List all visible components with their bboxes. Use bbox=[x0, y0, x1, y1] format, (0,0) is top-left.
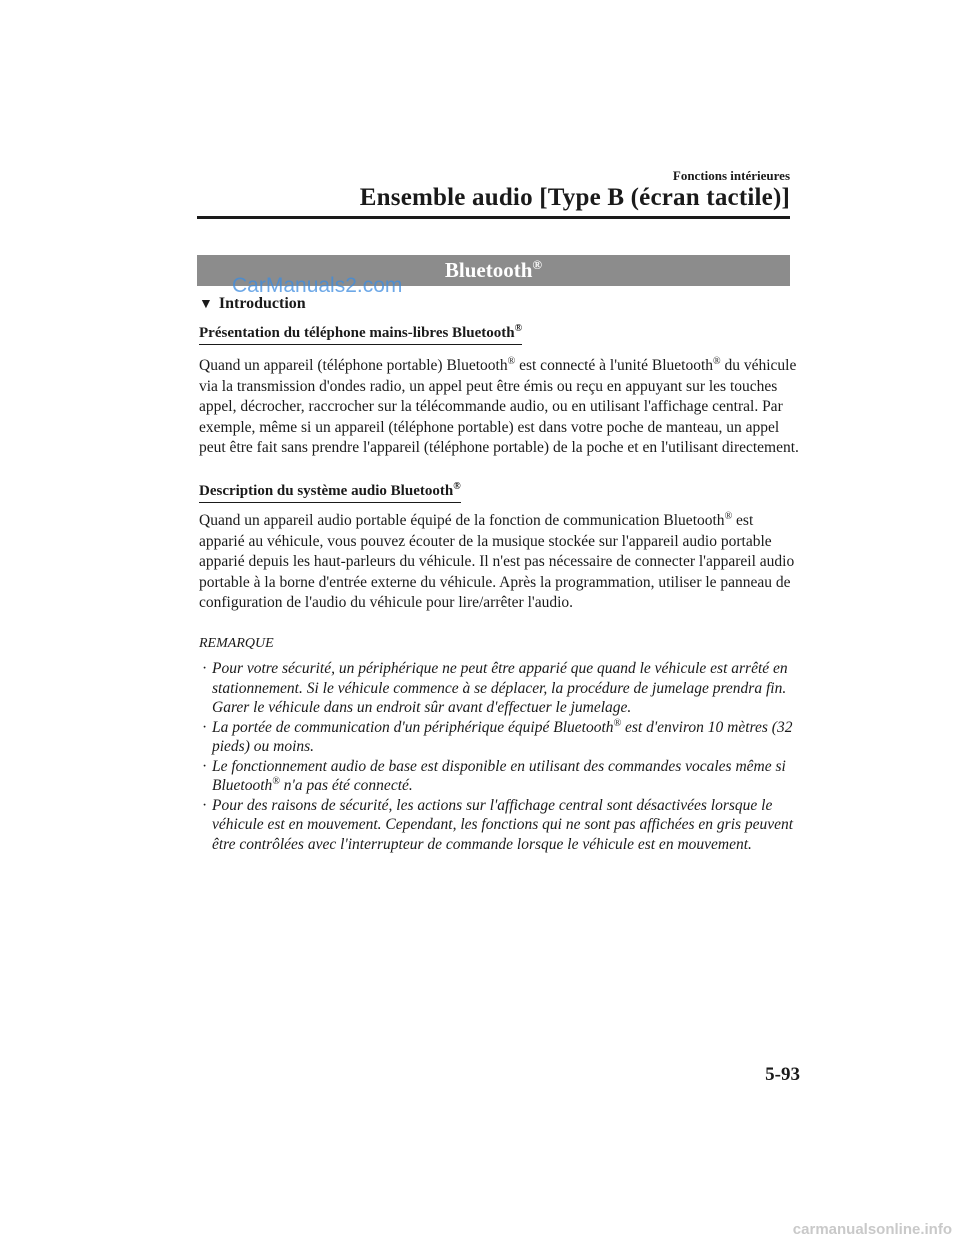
note-text: Pour votre sécurité, un périphérique ne peut être apparié que quand le véhicule est arrêté en stationnement. Si le véhicule commence à se déplacer, la procédure de jumelage prendra fin. Garer le véhicule dans un endroit sûr avant d'effectuer le jumelage. bbox=[212, 660, 788, 716]
note-item bbox=[199, 796, 799, 855]
page-number: 5-93 bbox=[765, 1064, 800, 1085]
registered-mark: ® bbox=[532, 257, 543, 272]
bullet-icon: · bbox=[202, 796, 208, 814]
subheading-handsfree-text: Présentation du téléphone mains-libres Bluetooth bbox=[199, 325, 515, 341]
note-text: est d'environ 10 mètres (32 pieds) ou moins. bbox=[212, 718, 793, 755]
paragraph-handsfree bbox=[199, 356, 799, 459]
paragraph-audio bbox=[199, 511, 799, 614]
paragraph-text: est apparié au véhicule, vous pouvez écouter de la musique stockée sur l'appareil audio portable apparié depuis les haut-parleurs du véhicule. Il n'est pas nécessaire de connecter l'appareil audio portable à la borne d'entrée externe du véhicule. Après la programmation, utiliser le panneau de configuration de l'audio du véhicule pour lire/arrêter l'audio. bbox=[199, 512, 795, 611]
note-title: REMARQUE bbox=[199, 636, 274, 651]
bullet-icon: · bbox=[202, 718, 208, 736]
paragraph-text: Quand un appareil (téléphone portable) Bluetooth bbox=[199, 357, 508, 374]
note-item bbox=[199, 718, 799, 757]
bullet-icon: · bbox=[202, 660, 208, 677]
note-list bbox=[199, 659, 799, 854]
registered-mark: ® bbox=[507, 355, 516, 367]
header-divider bbox=[197, 216, 790, 219]
paragraph-text: est connecté à l'unité Bluetooth bbox=[515, 357, 713, 374]
note-text: La portée de communication d'un périphérique équipé Bluetooth bbox=[212, 718, 614, 736]
registered-mark: ® bbox=[453, 481, 461, 492]
intro-heading-label: Introduction bbox=[218, 295, 306, 312]
chapter-subtitle: Fonctions intérieures bbox=[672, 168, 790, 183]
note-text: Pour des raisons de sécurité, les actions sur l'affichage central sont désactivées lorsque le véhicule est en mouvement. Cependant, les fonctions qui ne sont pas affichées en gris peuvent être contrôlées avec l'interrupteur de commande lorsque le véhicule est en mouvement. bbox=[212, 796, 794, 853]
registered-mark: ® bbox=[613, 717, 622, 729]
subheading-audio bbox=[199, 483, 461, 503]
triangle-marker-icon: ▼ bbox=[199, 297, 213, 312]
note-text: Le fonctionnement audio de base est disponible en utilisant des commandes vocales même si Bluetooth bbox=[212, 757, 786, 794]
subheading-handsfree bbox=[199, 325, 522, 345]
section-title: Bluetooth bbox=[444, 258, 533, 282]
registered-mark: ® bbox=[724, 510, 733, 522]
paragraph-text: du véhicule via la transmission d'ondes radio, un appel peut être émis ou reçu en appuyant sur les touches appel, décrocher, raccrocher sur la télécommande audio, ou en utilisant l'affichage central. Par exemple, même si un appareil (téléphone portable) est dans votre poche de manteau, un appel peut être fait sans prendre l'appareil (téléphone portable) de la poche et en l'utilisant directement. bbox=[199, 357, 799, 456]
watermark-link[interactable]: CarManuals2.com bbox=[232, 274, 403, 297]
registered-mark: ® bbox=[713, 355, 721, 367]
paragraph-text: Quand un appareil audio portable équipé de la fonction de communication Bluetooth bbox=[199, 512, 725, 529]
note-item bbox=[199, 659, 799, 718]
intro-heading bbox=[199, 295, 306, 313]
page-title: Ensemble audio [Type B (écran tactile)] bbox=[359, 184, 790, 211]
note-item bbox=[199, 757, 799, 796]
note-text: n'a pas été connecté. bbox=[279, 777, 413, 794]
footer-watermark-link[interactable]: carmanualsonline.info bbox=[792, 1221, 952, 1238]
bullet-icon: · bbox=[202, 757, 208, 775]
registered-mark: ® bbox=[514, 323, 523, 334]
registered-mark: ® bbox=[272, 775, 280, 787]
subheading-audio-text: Description du système audio Bluetooth bbox=[199, 483, 454, 499]
